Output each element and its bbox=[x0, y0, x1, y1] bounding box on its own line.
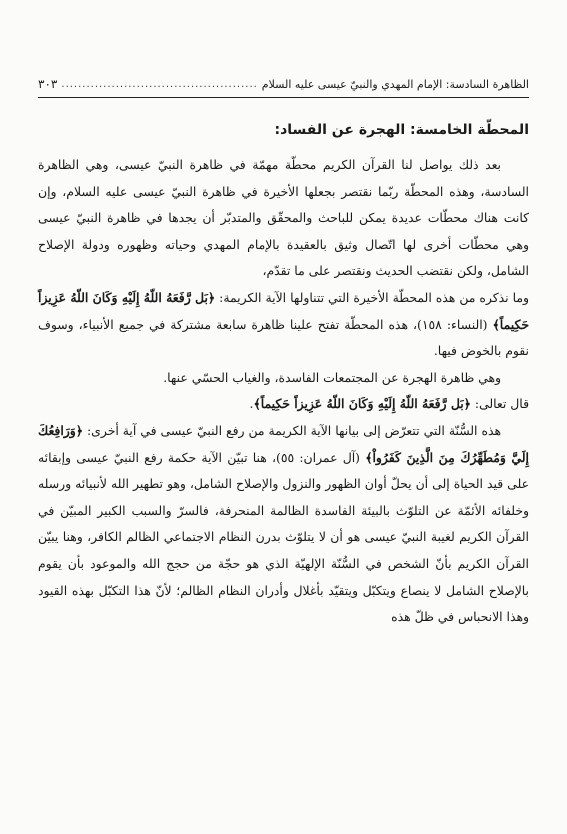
paragraph-3: وهي ظاهرة الهجرة عن المجتمعات الفاسدة، والغياب الحسّي عنها. bbox=[163, 369, 501, 385]
quran-verse: ﴿بَل رَّفَعَهُ اللّهُ إِلَيْهِ وَكَانَ اللّهُ عَزِيزاً حَكِيماً﴾ bbox=[253, 396, 471, 412]
quran-verse: ﴿وَرَافِعُكَ إِلَيَّ وَمُطَهِّرُكَ مِنَ الَّذِينَ كَفَرُواْ﴾ bbox=[38, 422, 529, 465]
running-title: الظاهرة السادسة: الإمام المهدي والنبيّ عيسى عليه السلام bbox=[261, 77, 529, 91]
paragraph-2-text: وما نذكره من هذه المحطّة الأخيرة التي تتناولها الآية الكريمة: bbox=[215, 289, 529, 305]
paragraph-1: بعد ذلك يواصل لنا القرآن الكريم محطّة مهمّة في ظاهرة النبيّ عيسى، وهي الظاهرة السادسة، وهذه المحطّة ربّما نقتصر بجعلها الأخيرة في ظاهرة النبيّ عيسى عليه السلام، وإن كانت هناك محطّات عديدة يمكن للباحث والمحقّق والمتدبّر أن يجدها في ظاهرة النبيّ عيسى وهي محطّات أخرى لها اتّصال وثيق بالعقيدة بالإمام المهدي وحياته وظهوره ودولة الإصلاح الشامل، ولكن نقتضب الحديث ونقتصر على ما تقدّم، bbox=[38, 157, 529, 279]
quran-verse: ﴿بَل رَّفَعَهُ اللّهُ إِلَيْهِ وَكَانَ اللّهُ عَزِيزاً حَكِيماً﴾ bbox=[38, 289, 529, 332]
paragraph-4 bbox=[38, 391, 529, 418]
header-dot-leader bbox=[61, 79, 257, 90]
paragraph-2 bbox=[38, 285, 529, 365]
section-heading: المحطّة الخامسة: الهجرة عن الفساد: bbox=[274, 122, 529, 138]
paragraph-2-text-cont: (النساء: ١٥٨)، هذه المحطّة تفتح علينا ظاهرة سابعة مشتركة في جميع الأنبياء، وسوف نقوم بالخوض فيها. bbox=[38, 316, 529, 359]
paragraph-4-text-cont: . bbox=[249, 396, 254, 412]
paragraph-4-text: قال تعالى: bbox=[470, 396, 529, 412]
page-number: ٣٠٣ bbox=[38, 77, 58, 91]
header-rule bbox=[38, 97, 529, 98]
paragraph-5 bbox=[38, 418, 529, 631]
page-header bbox=[38, 74, 529, 94]
paragraph-5-text: هذه السُّنّة التي تتعرّض إلى بيانها الآية الكريمة من رفع النبيّ عيسى في آية أخرى: bbox=[83, 422, 501, 438]
paragraph-5-text-cont: (آل عمران: ٥٥)، هنا تبيّن الآية حكمة رفع النبيّ عيسى وإبقائه على قيد الحياة إلى أن يحلّ أوان الظهور والنزول والإصلاح الشامل، وهو تطهير الله لأنبيائه ورسله وخلفائه الأئمّة عن التلوّث بالبيئة الفاسدة الظالمة المنحرفة، فالسرّ والسبب الكبير المبيّن في القرآن الكريم لغيبة النبيّ عيسى هو أن لا يتلوّث بدرن النظام الاجتماعي الظالم الكافر، وهنا يبيّن القرآن الكريم بأنّ الشخص في السُّنّة الإلهيّة الذي هو حجّة من حجج الله والموعود بأن يقوم بالإصلاح الشامل لا ينصاع ويتكبّل ويتقيّد بأغلال وأدران النظام الظالم؛ لأنّ هذا التكبّل بهذه القيود وهذا الانحباس في ظلّ هذه bbox=[38, 449, 529, 625]
page-body bbox=[38, 120, 529, 631]
